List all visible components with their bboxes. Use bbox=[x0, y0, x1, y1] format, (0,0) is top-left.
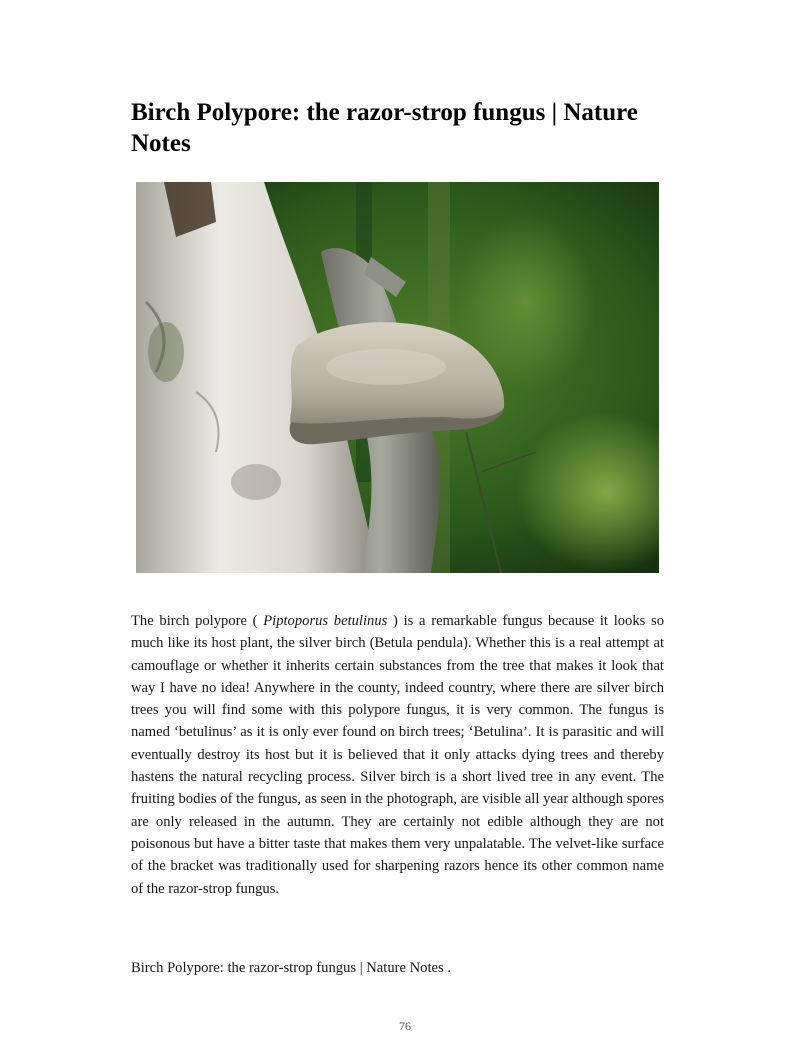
body-intro: The birch polypore ( bbox=[131, 613, 264, 629]
source-link[interactable]: Birch Polypore: the razor-strop fungus | Nature Notes bbox=[131, 960, 444, 976]
source-suffix: . bbox=[443, 960, 451, 976]
birch-polypore-photo bbox=[136, 182, 659, 573]
page-title: Birch Polypore: the razor-strop fungus | Nature Notes bbox=[131, 99, 638, 157]
species-name: Piptoporus betulinus bbox=[263, 613, 388, 629]
source-line bbox=[131, 957, 664, 979]
article-body bbox=[131, 610, 664, 900]
page-number: 76 bbox=[399, 1019, 411, 1033]
body-text: ) is a remarkable fungus because it looks so much like its host plant, the silver birch (Betula pendula). Whether this is a real attempt at camouflage or whether it inherits certain substances from the tree that makes it look that way I have no idea! Anywhere in the county, indeed country, where there are silver birch trees you will find some with this polypore fungus, it is very common. The fungus is named ‘betulinus’ as it is only ever found on birch trees; ‘Betulina’. It is parasitic and will eventually destroy its host but it is believed that it only attacks dying trees and thereby hastens the natural recycling process. Silver birch is a short lived tree in any event. The fruiting bodies of the fungus, as seen in the photograph, are visible all year although spores are only released in the autumn. They are certainly not edible although they are not poisonous but have a bitter taste that makes them very unpalatable. The velvet-like surface of the bracket was traditionally used for sharpening razors hence its other common name of the razor-strop fungus. bbox=[131, 613, 664, 897]
